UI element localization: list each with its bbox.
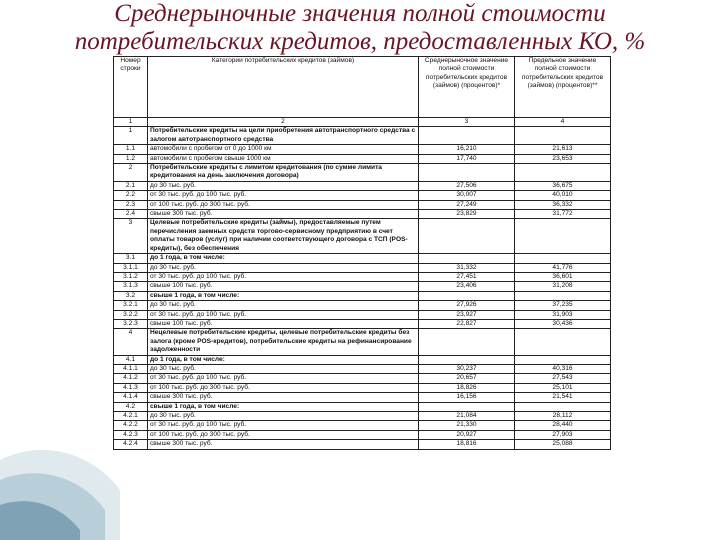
row-average-value: 27,506 — [419, 181, 515, 190]
row-limit-value: 41,776 — [515, 263, 611, 272]
table-row — [114, 127, 611, 145]
row-average-value — [419, 291, 515, 300]
slide-title — [0, 0, 720, 56]
row-limit-value — [515, 164, 611, 182]
row-category: до 30 тыс. руб. — [148, 263, 419, 272]
row-limit-value: 27,903 — [515, 430, 611, 439]
table-row — [114, 210, 611, 219]
row-average-value: 31,332 — [419, 263, 515, 272]
row-category: от 30 тыс. руб. до 100 тыс. руб. — [148, 310, 419, 319]
table-row — [114, 145, 611, 154]
row-category: до 30 тыс. руб. — [148, 412, 419, 421]
row-average-value: 17,740 — [419, 154, 515, 163]
row-average-value: 20,927 — [419, 430, 515, 439]
table-row — [114, 310, 611, 319]
row-number: 4.2.1 — [114, 412, 148, 421]
column-numbers-row — [114, 118, 611, 127]
column-number: 3 — [419, 118, 515, 127]
table-row — [114, 263, 611, 272]
row-number: 3.1 — [114, 254, 148, 263]
row-category: до 30 тыс. руб. — [148, 181, 419, 190]
table-row — [114, 181, 611, 190]
row-average-value — [419, 127, 515, 145]
row-number: 4.2 — [114, 402, 148, 411]
table-row — [114, 402, 611, 411]
row-category: свыше 1 года, в том числе: — [148, 291, 419, 300]
row-average-value: 16,210 — [419, 145, 515, 154]
row-category: свыше 300 тыс. руб. — [148, 440, 419, 449]
row-limit-value: 28,440 — [515, 421, 611, 430]
row-category: от 100 тыс. руб. до 300 тыс. руб. — [148, 383, 419, 392]
row-category: свыше 300 тыс. руб. — [148, 210, 419, 219]
table-row — [114, 430, 611, 439]
row-category: до 30 тыс. руб. — [148, 301, 419, 310]
table-row — [114, 191, 611, 200]
table-row — [114, 440, 611, 449]
row-number: 3.2.1 — [114, 301, 148, 310]
row-average-value: 16,156 — [419, 393, 515, 402]
row-category: от 30 тыс. руб. до 100 тыс. руб. — [148, 374, 419, 383]
row-average-value: 23,927 — [419, 310, 515, 319]
header-limit-value: Предельное значение полной стоимости потребительских кредитов (займов) (процентов)** — [515, 57, 611, 118]
table-row — [114, 254, 611, 263]
row-average-value — [419, 254, 515, 263]
header-category: Категории потребительских кредитов (займов) — [148, 57, 419, 118]
row-category: до 1 года, в том числе: — [148, 254, 419, 263]
row-category: Потребительские кредиты с лимитом кредитования (по сумме лимита кредитования на день заключения договора) — [148, 164, 419, 182]
row-category: до 30 тыс. руб. — [148, 364, 419, 373]
table-body — [114, 57, 611, 450]
table-row — [114, 355, 611, 364]
row-category: от 30 тыс. руб. до 100 тыс. руб. — [148, 272, 419, 281]
row-number: 1 — [114, 127, 148, 145]
row-average-value: 23,829 — [419, 210, 515, 219]
column-number: 4 — [515, 118, 611, 127]
row-number: 4.1 — [114, 355, 148, 364]
row-average-value: 22,827 — [419, 319, 515, 328]
table-row — [114, 319, 611, 328]
table-row — [114, 164, 611, 182]
row-average-value: 18,826 — [419, 383, 515, 392]
row-average-value: 27,249 — [419, 200, 515, 209]
row-number: 1.1 — [114, 145, 148, 154]
row-category: от 100 тыс. руб. до 300 тыс. руб. — [148, 200, 419, 209]
row-number: 4.1.3 — [114, 383, 148, 392]
table-row — [114, 374, 611, 383]
row-limit-value: 28,112 — [515, 412, 611, 421]
table-row — [114, 364, 611, 373]
row-category: Нецелевые потребительские кредиты, целевые потребительские кредиты без залога (кроме POS-кредитов), потребительские кредиты на рефинансирование задолженности — [148, 329, 419, 355]
row-limit-value — [515, 127, 611, 145]
slide-title-line-2: потребительских кредитов, предоставленных КО, % — [74, 28, 646, 55]
row-limit-value: 36,332 — [515, 200, 611, 209]
row-limit-value: 36,675 — [515, 181, 611, 190]
row-limit-value: 23,653 — [515, 154, 611, 163]
table-row — [114, 412, 611, 421]
row-average-value — [419, 164, 515, 182]
header-average-value: Среднерыночное значение полной стоимости потребительских кредитов (займов) (процентов)* — [419, 57, 515, 118]
row-number: 2.1 — [114, 181, 148, 190]
table-row — [114, 383, 611, 392]
row-number: 2.4 — [114, 210, 148, 219]
row-number: 4.1.2 — [114, 374, 148, 383]
row-limit-value: 27,543 — [515, 374, 611, 383]
row-number: 3.2.3 — [114, 319, 148, 328]
row-limit-value — [515, 254, 611, 263]
table-header-row — [114, 57, 611, 118]
slide-title-line-1: Среднерыночные значения полной стоимости — [114, 0, 606, 27]
row-limit-value: 40,316 — [515, 364, 611, 373]
table-row — [114, 200, 611, 209]
row-number: 3.1.3 — [114, 282, 148, 291]
row-average-value: 27,926 — [419, 301, 515, 310]
table-row — [114, 154, 611, 163]
row-average-value: 21,330 — [419, 421, 515, 430]
decorative-swoosh — [0, 420, 120, 540]
row-limit-value: 31,903 — [515, 310, 611, 319]
row-category: автомобили с пробегом свыше 1000 км — [148, 154, 419, 163]
row-category: от 30 тыс. руб. до 100 тыс. руб. — [148, 191, 419, 200]
row-number: 4.1.4 — [114, 393, 148, 402]
table-row — [114, 282, 611, 291]
row-number: 4.1.1 — [114, 364, 148, 373]
table-row — [114, 291, 611, 300]
row-number: 3.2 — [114, 291, 148, 300]
row-number: 4.2.3 — [114, 430, 148, 439]
credit-rates-table — [113, 56, 611, 450]
row-average-value: 18,816 — [419, 440, 515, 449]
row-limit-value: 25,088 — [515, 440, 611, 449]
row-number: 4.2.4 — [114, 440, 148, 449]
row-category: от 30 тыс. руб. до 100 тыс. руб. — [148, 421, 419, 430]
row-category: свыше 1 года, в том числе: — [148, 402, 419, 411]
row-limit-value — [515, 402, 611, 411]
table-row — [114, 393, 611, 402]
row-category: Целевые потребительские кредиты (займы), предоставляемые путем перечисления заемных средств торгово-сервисному предприятию в счет оплаты товаров (услуг) при наличии соответствующего договора с ТСП (POS-кредиты), без обеспечения — [148, 219, 419, 254]
row-category: автомобили с пробегом от 0 до 1000 км — [148, 145, 419, 154]
row-number: 3.2.2 — [114, 310, 148, 319]
row-average-value: 30,007 — [419, 191, 515, 200]
row-number: 3 — [114, 219, 148, 254]
row-average-value — [419, 329, 515, 355]
table-row — [114, 421, 611, 430]
row-number: 2.3 — [114, 200, 148, 209]
row-average-value: 20,657 — [419, 374, 515, 383]
row-average-value: 27,451 — [419, 272, 515, 281]
row-number: 4 — [114, 329, 148, 355]
row-number: 2 — [114, 164, 148, 182]
row-category: от 100 тыс. руб. до 300 тыс. руб. — [148, 430, 419, 439]
row-number: 1.2 — [114, 154, 148, 163]
row-average-value — [419, 402, 515, 411]
row-average-value: 21,084 — [419, 412, 515, 421]
table-row — [114, 272, 611, 281]
row-category: свыше 100 тыс. руб. — [148, 319, 419, 328]
row-limit-value: 31,772 — [515, 210, 611, 219]
row-limit-value — [515, 291, 611, 300]
row-limit-value — [515, 329, 611, 355]
row-limit-value: 37,235 — [515, 301, 611, 310]
row-limit-value: 31,208 — [515, 282, 611, 291]
row-limit-value — [515, 355, 611, 364]
row-limit-value: 25,101 — [515, 383, 611, 392]
row-limit-value: 30,436 — [515, 319, 611, 328]
row-category: до 1 года, в том числе: — [148, 355, 419, 364]
row-limit-value: 36,601 — [515, 272, 611, 281]
row-number: 2.2 — [114, 191, 148, 200]
row-limit-value: 21,613 — [515, 145, 611, 154]
table-row — [114, 329, 611, 355]
row-limit-value: 21,541 — [515, 393, 611, 402]
row-limit-value: 40,010 — [515, 191, 611, 200]
row-category: свыше 100 тыс. руб. — [148, 282, 419, 291]
row-average-value: 30,237 — [419, 364, 515, 373]
row-limit-value — [515, 219, 611, 254]
row-category: Потребительские кредиты на цели приобретения автотранспортного средства с залогом автотранспортного средства — [148, 127, 419, 145]
row-number: 4.2.2 — [114, 421, 148, 430]
row-number: 3.1.1 — [114, 263, 148, 272]
row-number: 3.1.2 — [114, 272, 148, 281]
row-average-value — [419, 219, 515, 254]
row-category: свыше 300 тыс. руб. — [148, 393, 419, 402]
table-row — [114, 219, 611, 254]
column-number: 2 — [148, 118, 419, 127]
row-average-value — [419, 355, 515, 364]
header-row-number: Номер строки — [114, 57, 148, 118]
row-average-value: 23,406 — [419, 282, 515, 291]
table-row — [114, 301, 611, 310]
column-number: 1 — [114, 118, 148, 127]
